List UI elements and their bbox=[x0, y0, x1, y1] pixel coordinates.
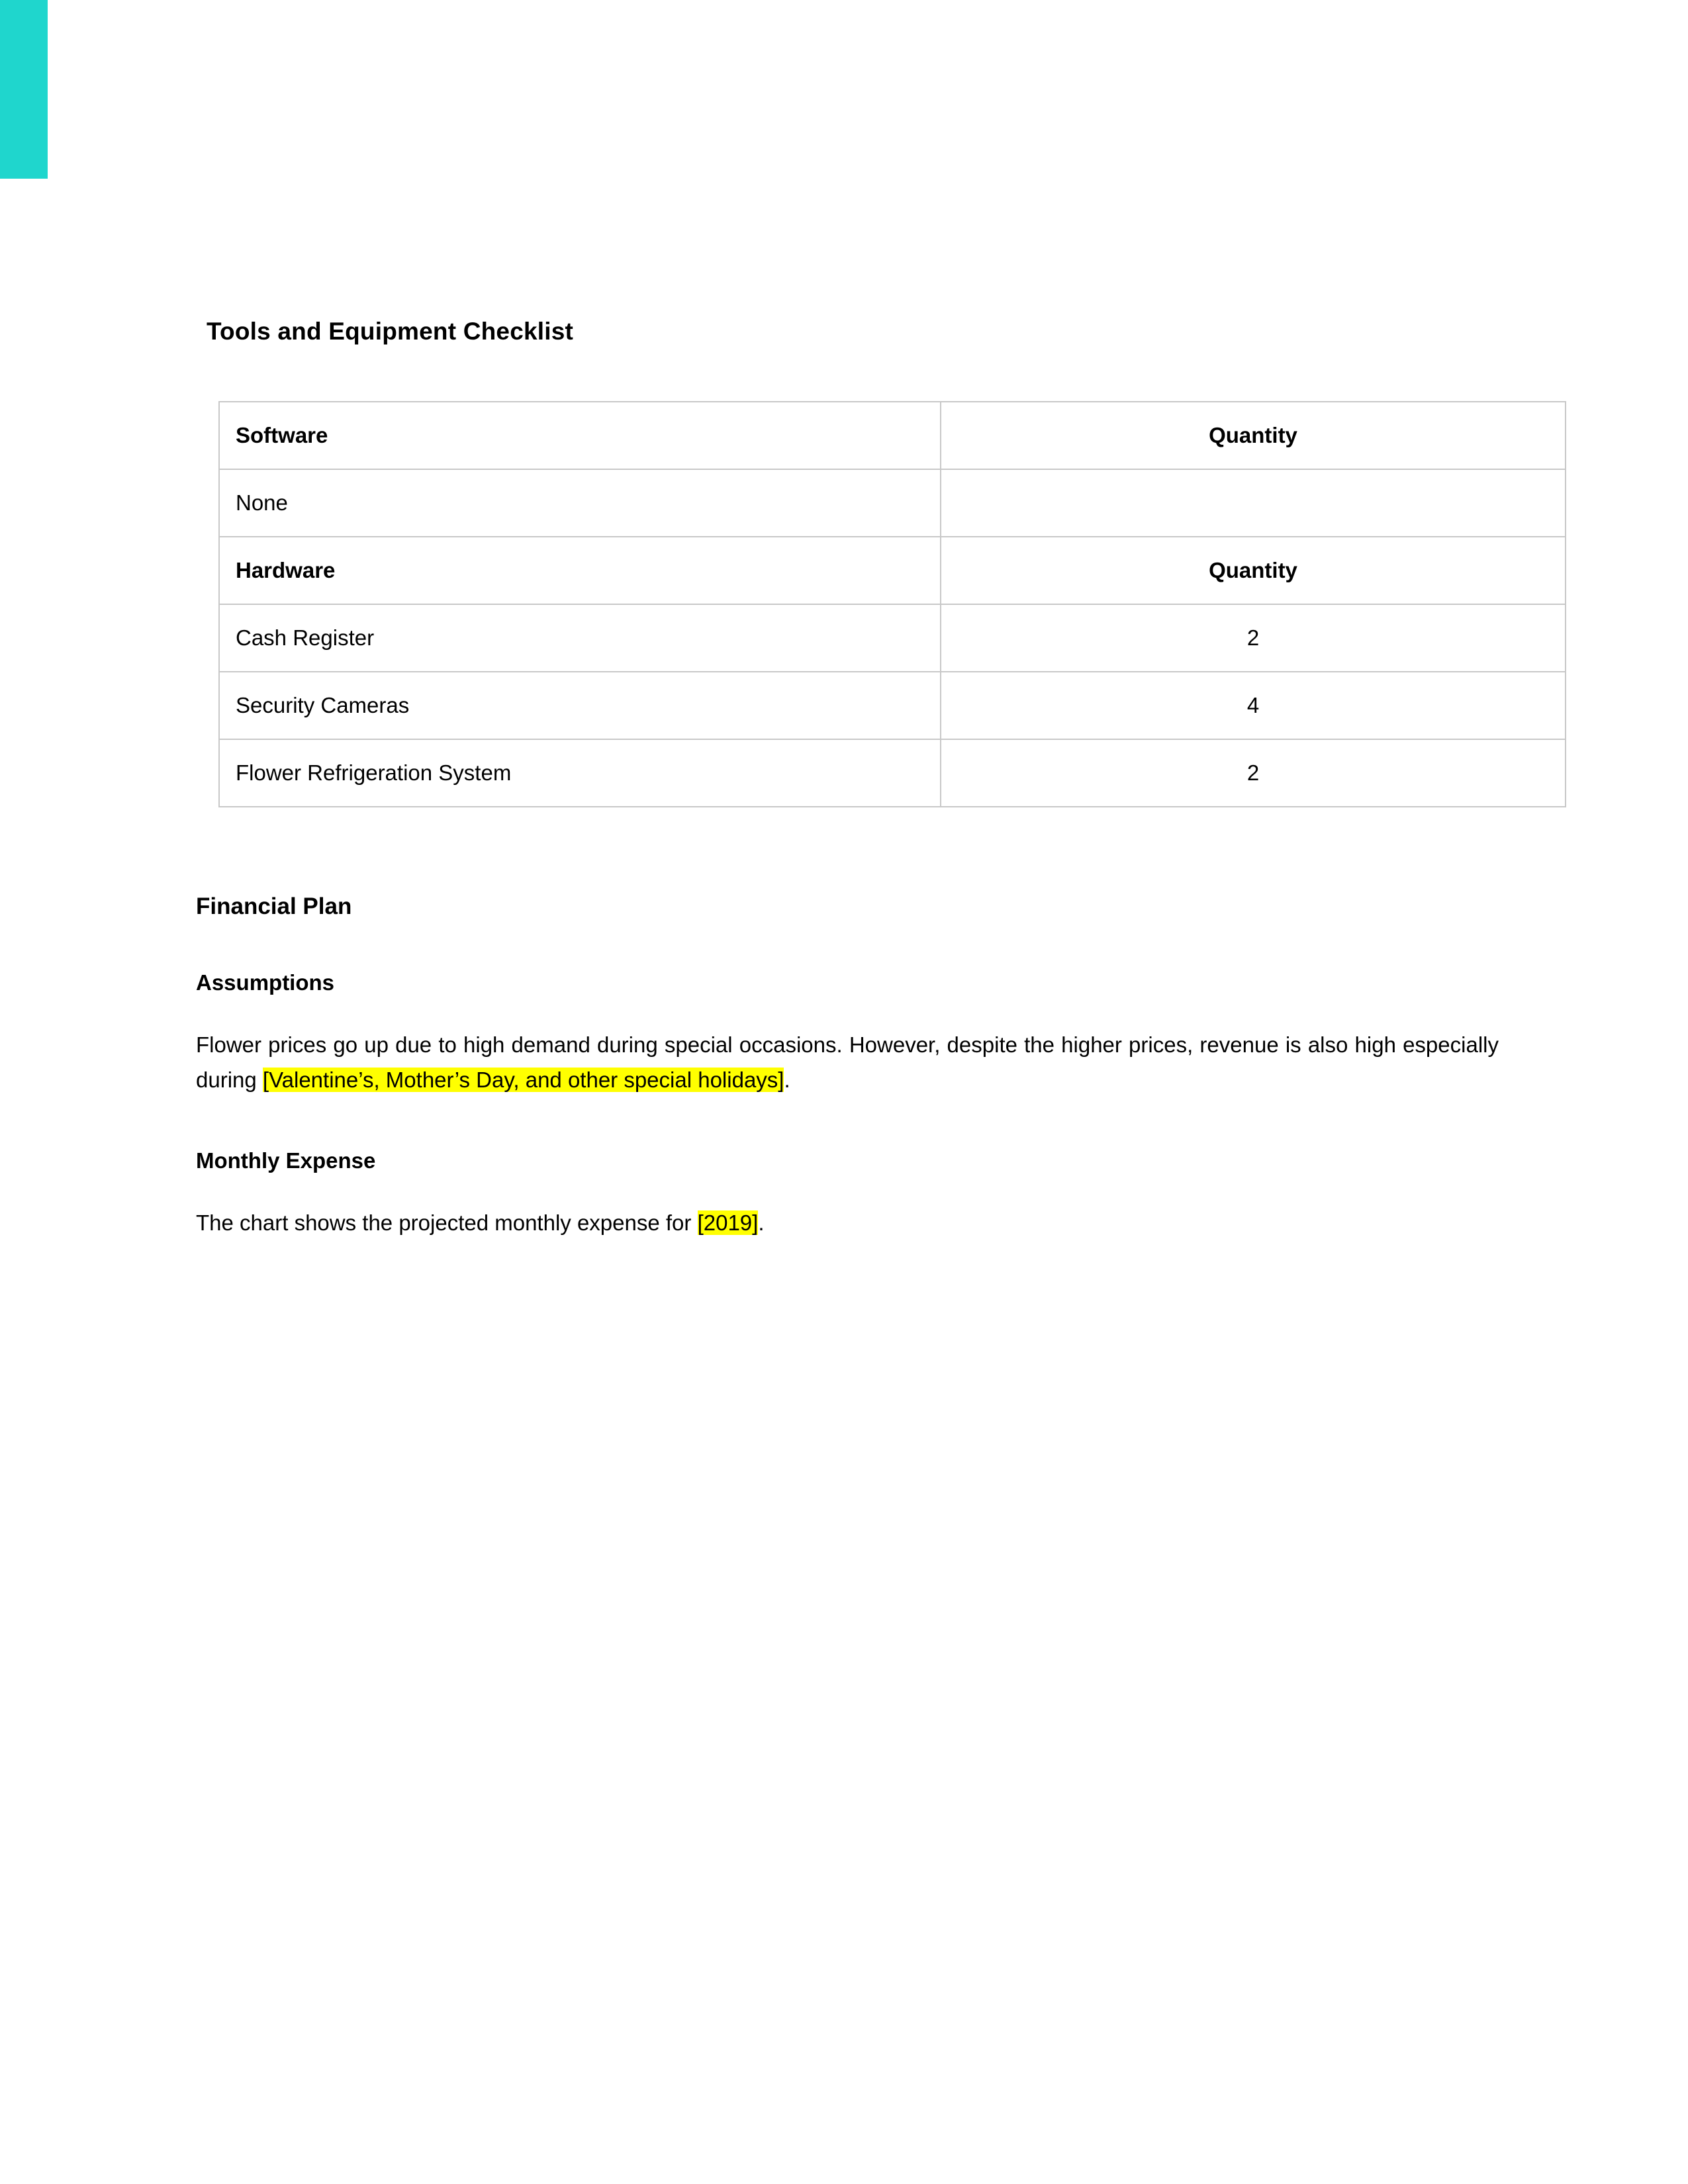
table-cell-name: Hardware bbox=[219, 537, 941, 604]
table-row bbox=[219, 469, 1566, 537]
table-cell-quantity bbox=[941, 469, 1566, 537]
assumptions-text-after: . bbox=[784, 1068, 790, 1093]
tools-equipment-table bbox=[218, 401, 1566, 807]
sub-heading-assumptions: Assumptions bbox=[196, 970, 335, 995]
table-row bbox=[219, 672, 1566, 739]
table-cell-name: Software bbox=[219, 402, 941, 469]
table-row bbox=[219, 604, 1566, 672]
monthly-expense-text-before: The chart shows the projected monthly expense for bbox=[196, 1210, 698, 1235]
accent-bar bbox=[0, 0, 48, 179]
table-row bbox=[219, 537, 1566, 604]
table-cell-name: Security Cameras bbox=[219, 672, 941, 739]
table-cell-quantity: 2 bbox=[941, 739, 1566, 807]
table-cell-quantity: 2 bbox=[941, 604, 1566, 672]
table-cell-quantity: Quantity bbox=[941, 537, 1566, 604]
assumptions-text-before: Flower prices go up due to high demand during special occasions. However, despite the higher prices, revenue is also high especially during bbox=[196, 1032, 1499, 1093]
assumptions-highlight: [Valentine’s, Mother’s Day, and other special holidays] bbox=[262, 1068, 784, 1093]
monthly-expense-paragraph bbox=[196, 1205, 1499, 1240]
table-cell-name: Flower Refrigeration System bbox=[219, 739, 941, 807]
assumptions-paragraph bbox=[196, 1027, 1499, 1098]
table-row bbox=[219, 739, 1566, 807]
section-heading-financial-plan: Financial Plan bbox=[196, 893, 352, 919]
table-cell-name: Cash Register bbox=[219, 604, 941, 672]
page-title: Tools and Equipment Checklist bbox=[207, 318, 574, 345]
table-cell-quantity: 4 bbox=[941, 672, 1566, 739]
table-cell-quantity: Quantity bbox=[941, 402, 1566, 469]
sub-heading-monthly-expense: Monthly Expense bbox=[196, 1148, 376, 1173]
monthly-expense-highlight: [2019] bbox=[697, 1210, 759, 1235]
table-row bbox=[219, 402, 1566, 469]
table-cell-name: None bbox=[219, 469, 941, 537]
document-content bbox=[196, 318, 1499, 1240]
monthly-expense-text-after: . bbox=[758, 1210, 765, 1235]
